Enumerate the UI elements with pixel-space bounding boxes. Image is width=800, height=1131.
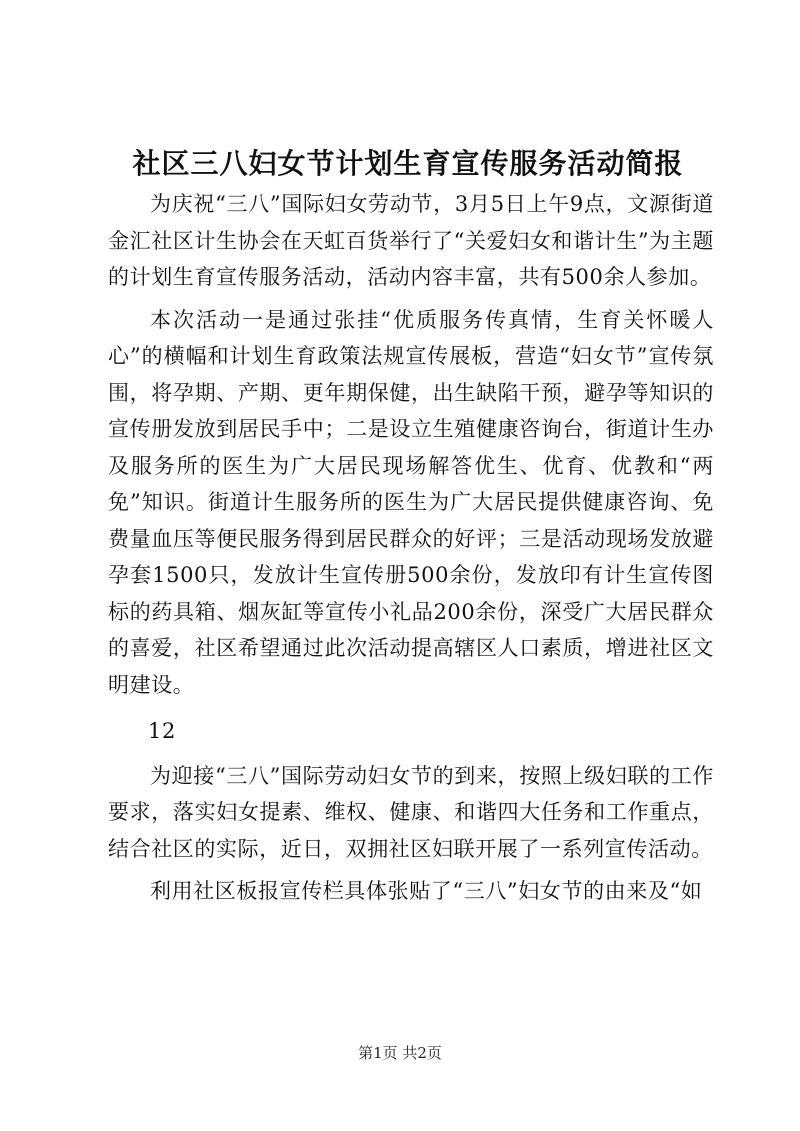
paragraph-4: 利用社区板报宣传栏具体张贴了“三八”妇女节的由来及“如: [150, 879, 703, 903]
paragraph-number: 12: [148, 719, 176, 743]
document-body: [108, 186, 714, 916]
page-footer: 第1页 共2页: [358, 1044, 442, 1062]
paragraph-3: 为迎接“三八”国际劳动妇女节的到来，按照上级妇联的工作要求，落实妇女提素、维权、健康、和谐四大任务和工作重点，结合社区的实际，近日，双拥社区妇联开展了一系列宣传活动。: [108, 763, 714, 861]
paragraph-1: 为庆祝“三八”国际妇女劳动节，3月5日上午9点，文源街道金汇社区计生协会在天虹百货举行了“关爱妇女和谐计生”为主题的计划生育宣传服务活动，活动内容丰富，共有500余人参加。: [108, 192, 714, 289]
paragraph-2: 本次活动一是通过张挂“优质服务传真情，生育关怀暖人心”的横幅和计划生育政策法规宣传展板，营造“妇女节”宣传氛围，将孕期、产期、更年期保健，出生缺陷干预，避孕等知识的宣传册发放到居民手中；二是设立生殖健康咨询台，街道计生办及服务所的医生为广大居民现场解答优生、优育、优教和“两免”知识。街道计生服务所的医生为广大居民提供健康咨询、免费量血压等便民服务得到居民群众的好评；三是活动现场发放避孕套1500只，发放计生宣传册500余份，发放印有计生宣传图标的药具箱、烟灰缸等宣传小礼品200余份，深受广大居民群众的喜爱，社区希望通过此次活动提高辖区人口素质，增进社区文明建设。: [108, 307, 714, 697]
page-title: 社区三八妇女节计划生育宣传服务活动简报: [132, 147, 684, 180]
